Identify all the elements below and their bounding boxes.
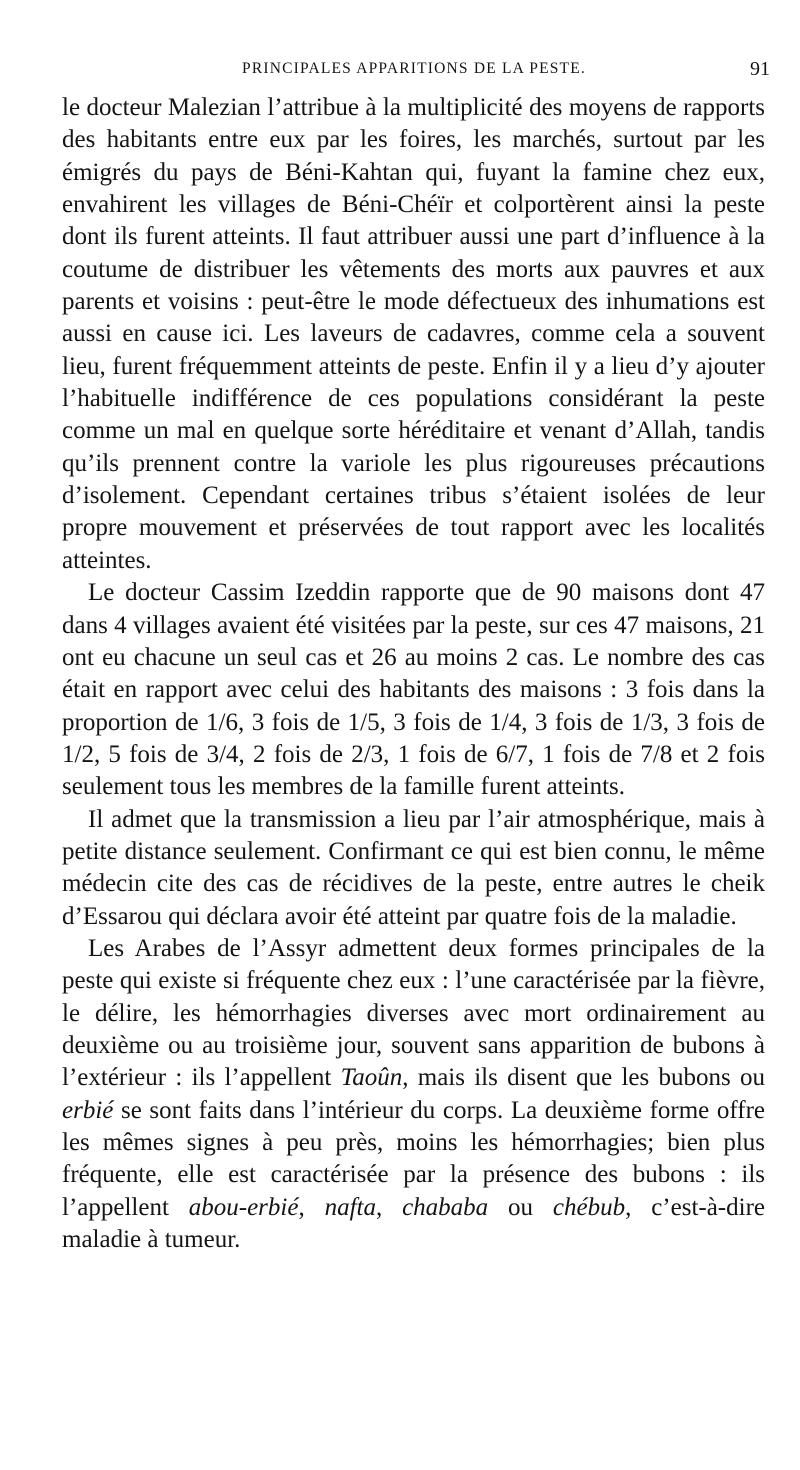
paragraph [62,92,765,577]
text-run: , c’est-à-dire maladie à tumeur. [62,1193,766,1254]
text-run: , [375,1193,403,1221]
italic-term: Taoûn [340,1064,403,1092]
text-run: , mais ils disent que les bubons ou [402,1064,765,1092]
text-run: ou [488,1193,553,1221]
text-run: Il admet que la transmission a lieu par l’air atmosphérique, mais à petite distance seulement. Confirmant ce qui est bien connu, le même médecin cite des cas de récidives de la peste, entre autres le cheik d’Essarou qui déclara avoir été atteint par quatre fois de la maladie. [62,805,765,930]
italic-term: chébub [552,1193,626,1221]
running-title: PRINCIPALES APPARITIONS DE LA PESTE. [242,60,586,77]
text-run: , [298,1193,325,1221]
text-run: se sont faits dans l’intérieur du corps. La deuxième forme offre les mêmes signes à peu près, moins les hémorrhagies; bien plus fréquente, elle est caractérisée par la présence des bubons : ils l’appellent [62,1096,765,1221]
text-run: Les Arabes de l’Assyr admettent deux formes principales de la peste qui existe si fréquente chez eux : l’une caractérisée par la fièvre, le délire, les hémorrhagies diverses avec mort ordinairement au deuxième ou au troisième jour, souvent sans apparition de bubons à l’extérieur : ils l’appellent [62,934,765,1092]
text-run: le docteur Malezian l’attribue à la multiplicité des moyens de rapports des habitants entre eux par les foires, les marchés, surtout par les émigrés du pays de Béni-Kahtan qui, fuyant la famine chez eux, envahirent les villages de Béni-Chéïr et colportèrent ainsi la peste dont ils furent atteints. Il faut attribuer aussi une part d’influence à la coutume de distribuer les vêtements des morts aux pauvres et aux parents et voisins : peut-être le mode défectueux des inhumations est aussi en cause ici. Les laveurs de cadavres, comme cela a souvent lieu, furent fréquemment atteints de peste. Enfin il y a lieu d’y ajouter l’habituelle indifférence de ces populations considérant la peste comme un mal en quelque sorte héréditaire et venant d’Allah, tandis qu’ils prennent contre la variole les plus rigoureuses précautions d’isolement. Cependant certaines tribus s’étaient isolées de leur propre mouvement et préservées de tout rapport avec les localités atteintes. [62,94,765,574]
italic-term: nafta [324,1193,376,1221]
paragraph [62,577,765,803]
paragraph [62,804,765,933]
body-text [62,92,765,1256]
italic-term: abou-erbié [188,1193,299,1221]
page-header [58,58,770,90]
italic-term: erbié [62,1096,114,1124]
paragraph [62,933,765,1256]
page-number: 91 [750,58,770,80]
text-run: Le docteur Cassim Izeddin rapporte que de 90 maisons dont 47 dans 4 villages avaient été visitées par la peste, sur ces 47 maisons, 21 ont eu chacune un seul cas et 26 au moins 2 cas. Le nombre des cas était en rapport avec celui des habitants des maisons : 3 fois dans la proportion de 1/6, 3 fois de 1/5, 3 fois de 1/4, 3 fois de 1/3, 3 fois de 1/2, 5 fois de 3/4, 2 fois de 2/3, 1 fois de 6/7, 1 fois de 7/8 et 2 fois seulement tous les membres de la famille furent atteints. [62,579,765,801]
italic-term: chababa [402,1193,489,1221]
